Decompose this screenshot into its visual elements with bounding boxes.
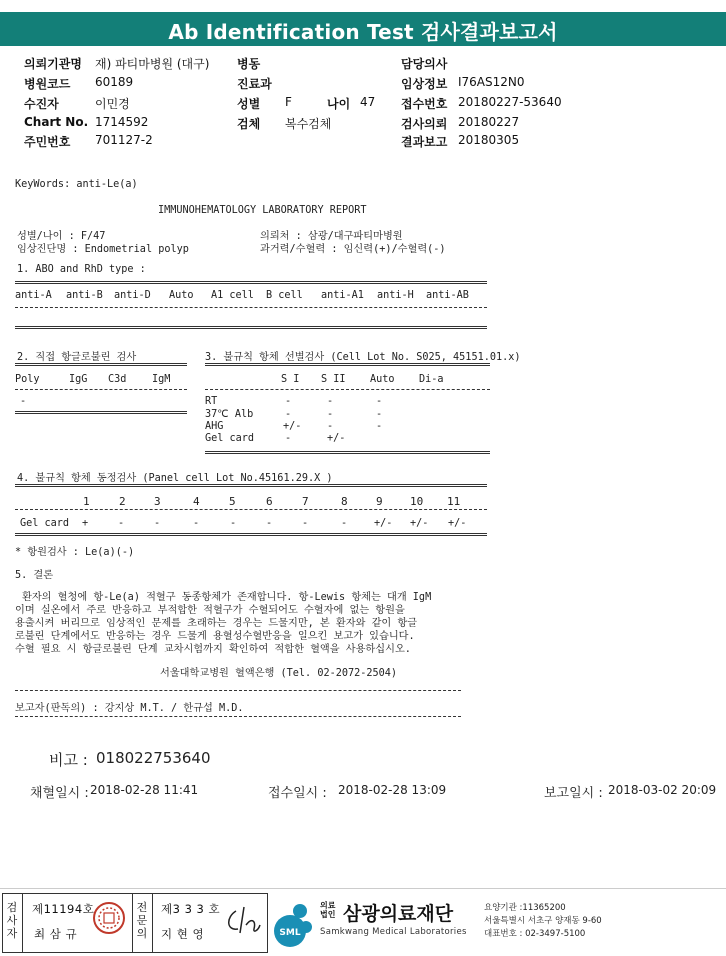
abo-col: Auto xyxy=(169,290,194,301)
header-label: 성별 xyxy=(237,97,261,111)
panel-row-label: Gel card xyxy=(20,518,70,529)
panel-cell-number: 10 xyxy=(410,495,424,508)
tester-label: 검 사 자 xyxy=(6,901,18,940)
screen-row-label: AHG xyxy=(205,421,224,432)
reporter: 보고자(판독의) : 강지상 M.T. / 한규섭 M.D. xyxy=(15,703,244,714)
divider xyxy=(15,281,487,284)
panel-cell-number: 8 xyxy=(341,495,348,508)
address: 서울특별시 서초구 양재동 9-60 xyxy=(484,916,602,926)
tester-number: 제11194호 xyxy=(32,902,95,916)
header-value: 20180305 xyxy=(458,133,520,147)
abo-col: anti-A xyxy=(15,290,52,301)
transfusion-history: 과거력/수혈력 : 임신력(+)/수혈력(-) xyxy=(260,244,446,255)
divider xyxy=(152,893,153,953)
header-value: 20180227 xyxy=(458,115,520,129)
panel-cell-number: 4 xyxy=(193,495,200,508)
specialist-number: 제3 3 3 호 xyxy=(161,902,221,916)
section-3-title: 3. 불규칙 항체 선별검사 (Cell Lot No. S025, 45151.01.x) xyxy=(205,352,521,363)
header-value: I76AS12N0 xyxy=(458,75,525,89)
report-label: 보고일시 : xyxy=(544,786,603,801)
report-title: Ab Identification Test 검사결과보고서 xyxy=(168,20,558,44)
panel-cell-value: - xyxy=(230,518,237,529)
screen-cell: +/- xyxy=(283,421,302,432)
header-value: F xyxy=(285,95,292,109)
section-1-title: 1. ABO and RhD type : xyxy=(17,264,146,275)
divider xyxy=(15,533,487,536)
divider xyxy=(15,716,461,717)
title-banner xyxy=(0,12,726,46)
dat-col: Poly xyxy=(15,374,40,385)
conclusion-line: 이며 실온에서 주로 반응하고 부적합한 적혈구가 수혈되어도 수혈자에 없는 항원을 xyxy=(15,605,405,616)
divider xyxy=(15,484,487,487)
header-value: 701127-2 xyxy=(95,133,153,147)
divider xyxy=(15,690,461,691)
header-value: 복수검체 xyxy=(285,117,332,131)
receive-datetime: 2018-02-28 13:09 xyxy=(338,783,447,797)
header-value: 60189 xyxy=(95,75,134,89)
screen-cell: - xyxy=(376,409,383,420)
conclusion-line: 환자의 혈청에 항-Le(a) 적혈구 동종항체가 존재합니다. 항-Lewis 항체는 대개 IgM xyxy=(22,592,432,603)
report-datetime: 2018-03-02 20:09 xyxy=(608,783,717,797)
screen-cell: +/- xyxy=(327,433,346,444)
receive-label: 접수일시 : xyxy=(268,786,327,801)
panel-cell-number: 2 xyxy=(119,495,126,508)
header-label: 진료과 xyxy=(237,77,272,91)
abo-col: A1 cell xyxy=(211,290,254,301)
panel-cell-number: 3 xyxy=(154,495,161,508)
divider xyxy=(22,893,23,953)
screen-cell: - xyxy=(327,421,334,432)
screen-cell: - xyxy=(285,409,292,420)
header-value: 1714592 xyxy=(95,115,149,129)
keywords: KeyWords: anti-Le(a) xyxy=(15,179,138,190)
blood-bank: 서울대학교병원 혈액은행 (Tel. 02-2072-2504) xyxy=(160,668,398,679)
panel-cell-value: - xyxy=(154,518,161,529)
dat-col: IgM xyxy=(152,374,171,385)
header-value: 재) 파티마병원 (대구) xyxy=(95,57,210,71)
header-label: 임상정보 xyxy=(401,77,448,91)
panel-cell-value: - xyxy=(266,518,273,529)
header-row: 의뢰기관명 xyxy=(24,57,82,71)
collect-datetime: 2018-02-28 11:41 xyxy=(90,783,199,797)
header-label: 검체 xyxy=(237,117,261,131)
abo-col: B cell xyxy=(266,290,303,301)
screen-row-label: 37℃ Alb xyxy=(205,409,254,420)
header-label: 접수번호 xyxy=(401,97,448,111)
abo-col: anti-H xyxy=(377,290,414,301)
conclusion-line: 용출시켜 버리므로 임상적인 문제를 초래하는 경우는 드물지만, 본 환자와 같이 항글 xyxy=(15,618,418,629)
screen-cell: - xyxy=(327,396,334,407)
panel-cell-value: - xyxy=(302,518,309,529)
seal-stamp xyxy=(92,901,126,935)
panel-cell-value: - xyxy=(341,518,348,529)
header-label: 병동 xyxy=(237,57,261,71)
tester-name: 최 삼 규 xyxy=(34,927,78,941)
abo-col: anti-A1 xyxy=(321,290,364,301)
header-label: 나이 xyxy=(327,97,351,111)
screen-cell: - xyxy=(285,433,292,444)
screen-cell: - xyxy=(327,409,334,420)
header-label: 검사의뢰 xyxy=(401,117,448,131)
panel-cell-number: 6 xyxy=(266,495,273,508)
divider xyxy=(15,326,487,329)
screen-cell: - xyxy=(376,421,383,432)
divider xyxy=(132,893,133,953)
panel-cell-value: +/- xyxy=(374,518,393,529)
panel-cell-number: 5 xyxy=(229,495,236,508)
divider xyxy=(15,411,187,414)
screen-cell: - xyxy=(285,396,292,407)
dat-col: C3d xyxy=(108,374,127,385)
specialist-name: 지 현 영 xyxy=(161,927,205,941)
screen-row-label: Gel card xyxy=(205,433,255,444)
org-name: 삼광의료재단 xyxy=(343,903,454,925)
panel-cell-number: 9 xyxy=(376,495,383,508)
diagnosis: 임상진단명 : Endometrial polyp xyxy=(17,244,189,255)
header-label: 주민번호 xyxy=(24,135,71,149)
panel-cell-number: 1 xyxy=(83,495,90,508)
requester: 의뢰처 : 삼광/대구파티마병원 xyxy=(260,231,403,242)
screen-col: Di-a xyxy=(419,374,444,385)
institution-number: 요양기관 :11365200 xyxy=(484,903,566,913)
panel-cell-value: - xyxy=(118,518,125,529)
divider xyxy=(15,389,187,390)
antigen-result: * 항원검사 : Le(a)(-) xyxy=(15,547,135,558)
divider xyxy=(205,389,490,390)
abo-col: anti-B xyxy=(66,290,103,301)
org-type: 의료 법인 xyxy=(320,901,336,919)
divider xyxy=(205,363,490,366)
panel-cell-value: +/- xyxy=(448,518,467,529)
screen-cell: - xyxy=(376,396,383,407)
section-4-title: 4. 불규칙 항체 동정검사 (Panel cell Lot No.45161.29.X ) xyxy=(17,473,333,484)
sml-logo-icon xyxy=(270,901,318,949)
phone: 대표번호 : 02-3497-5100 xyxy=(484,929,586,939)
conclusion-line: 수혈 필요 시 항글로불린 단계 교차시험까지 확인하여 적합한 혈액을 사용하십시오. xyxy=(15,644,411,655)
signature xyxy=(222,903,262,937)
header-label: 병원코드 xyxy=(24,77,71,91)
abo-col: anti-AB xyxy=(426,290,469,301)
header-value: 20180227-53640 xyxy=(458,95,562,109)
header-value: 47 xyxy=(360,95,376,109)
panel-cell-number: 11 xyxy=(447,495,461,508)
panel-cell-value: +/- xyxy=(410,518,429,529)
collect-label: 채혈일시 : xyxy=(30,786,89,801)
memo-label: 비고 : xyxy=(49,751,88,769)
footer xyxy=(0,888,726,956)
panel-cell-number: 7 xyxy=(302,495,309,508)
abo-col: anti-D xyxy=(114,290,151,301)
divider xyxy=(15,509,487,510)
divider xyxy=(15,363,187,366)
header-label: 담당의사 xyxy=(401,57,448,71)
section-2-title: 2. 직접 항글로불린 검사 xyxy=(17,352,137,363)
dat-col: IgG xyxy=(69,374,88,385)
section-5-title: 5. 결론 xyxy=(15,570,54,581)
header-label: Chart No. xyxy=(24,115,89,129)
conclusion-line: 로불린 단계에서도 반응하는 경우 드물게 용혈성수혈반응을 일으킨 보고가 있습니다. xyxy=(15,631,415,642)
screen-row-label: RT xyxy=(205,396,218,407)
divider xyxy=(205,451,490,454)
memo-value: 018022753640 xyxy=(96,749,211,767)
screen-col: Auto xyxy=(370,374,395,385)
header-value: 이민경 xyxy=(95,97,130,111)
sex-age: 성별/나이 : F/47 xyxy=(17,231,106,242)
screen-col: S I xyxy=(281,374,300,385)
specialist-label: 전 문 의 xyxy=(136,901,148,940)
lab-title: IMMUNOHEMATOLOGY LABORATORY REPORT xyxy=(158,205,367,216)
header-label: 결과보고 xyxy=(401,135,448,149)
panel-cell-value: + xyxy=(82,518,89,529)
divider xyxy=(15,307,487,308)
screen-col: S II xyxy=(321,374,346,385)
sml-logo-text: SML xyxy=(279,928,301,938)
header-label: 수진자 xyxy=(24,97,59,111)
org-english-name: Samkwang Medical Laboratories xyxy=(320,927,467,937)
panel-cell-value: - xyxy=(193,518,200,529)
dat-value: - xyxy=(20,396,27,407)
